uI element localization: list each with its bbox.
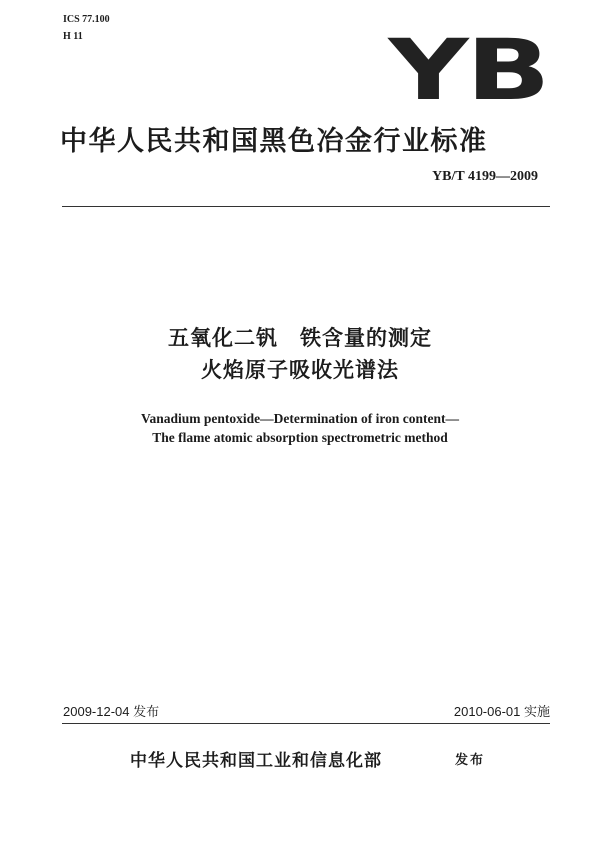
yb-logo: YB bbox=[388, 21, 548, 119]
issue-label: 发布 bbox=[455, 753, 486, 768]
standard-category: 中华人民共和国黑色冶金行业标准 bbox=[60, 126, 488, 157]
title-en-line2: The flame atomic absorption spectrometric method bbox=[152, 430, 448, 445]
footer-divider bbox=[62, 723, 550, 724]
header-divider bbox=[62, 206, 550, 207]
title-en-line1: Vanadium pentoxide—Determination of iron content— bbox=[140, 411, 459, 426]
publish-date: 2009-12-04 发布 bbox=[63, 704, 160, 719]
title-zh-line2: 火焰原子吸收光谱法 bbox=[201, 358, 399, 382]
issuing-authority: 中华人民共和国工业和信息化部 bbox=[130, 751, 382, 771]
implement-date: 2010-06-01 实施 bbox=[453, 704, 550, 719]
standard-number: YB/T 4199—2009 bbox=[432, 169, 538, 184]
ccs-code: H 11 bbox=[63, 31, 83, 42]
title-zh-line1: 五氧化二钒 铁含量的测定 bbox=[168, 326, 432, 350]
ics-code: ICS 77.100 bbox=[63, 14, 110, 25]
